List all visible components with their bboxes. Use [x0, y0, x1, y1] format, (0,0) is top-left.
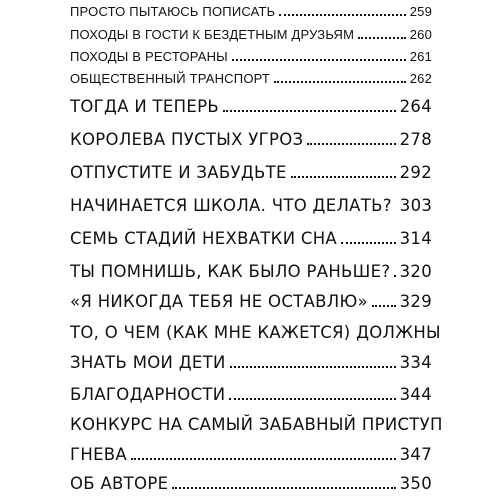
dot-leader: [274, 81, 406, 83]
toc-entry: [70, 27, 432, 42]
toc-chapter-page: 320: [399, 262, 432, 281]
toc-chapter: [70, 262, 432, 281]
toc-entry: [70, 71, 432, 86]
toc-chapter-title: ТЫ ПОМНИШЬ, КАК БЫЛО РАНЬШЕ?: [70, 262, 391, 281]
toc-chapter-page: 264: [399, 97, 432, 116]
dot-leader: [131, 458, 396, 460]
dot-leader: [341, 242, 396, 244]
toc-chapter-title-line-2: ГНЕВА: [70, 445, 128, 464]
dot-leader: [279, 14, 405, 16]
toc-chapter: [70, 229, 432, 248]
toc-chapter: [70, 474, 432, 493]
toc-chapter: [70, 353, 432, 372]
toc-chapter-title-line-1: ТО, О ЧЕМ (КАК МНЕ КАЖЕТСЯ) ДОЛЖНЫ: [70, 323, 441, 342]
toc-entry-page: 262: [409, 71, 432, 86]
toc-chapter-title: НАЧИНАЕТСЯ ШКОЛА. ЧТО ДЕЛАТЬ?: [70, 196, 392, 215]
toc-entry-title: ПРОСТО ПЫТАЮСЬ ПОПИСАТЬ: [70, 4, 276, 19]
dot-leader: [229, 398, 395, 400]
toc-chapter-page: 303: [399, 196, 433, 215]
toc-chapter-page: 278: [399, 130, 432, 149]
dot-leader: [307, 143, 395, 145]
dot-leader: [232, 59, 406, 61]
toc-chapter-page: 334: [399, 353, 432, 372]
toc-entry-page: 259: [409, 4, 432, 19]
toc-chapter: [70, 97, 432, 116]
toc-chapter: [70, 445, 432, 464]
toc-entry: [70, 49, 432, 64]
toc-chapter: [70, 292, 432, 311]
toc-chapter: [70, 130, 432, 149]
toc-chapter-title: ОБ АВТОРЕ: [70, 474, 169, 493]
toc-entry-title: ОБЩЕСТВЕННЫЙ ТРАНСПОРТ: [70, 71, 271, 86]
toc-chapter-title: КОРОЛЕВА ПУСТЫХ УГРОЗ: [70, 130, 304, 149]
toc-chapter: [70, 385, 432, 404]
toc-chapter-title-line-1: КОНКУРС НА САМЫЙ ЗАБАВНЫЙ ПРИСТУП: [70, 415, 443, 434]
toc-entry-title: ПОХОДЫ В ГОСТИ К БЕЗДЕТНЫМ ДРУЗЬЯМ: [70, 27, 355, 42]
dot-leader: [372, 305, 396, 307]
toc-chapter-title: ТОГДА И ТЕПЕРЬ: [70, 97, 219, 116]
toc-entry-title: ПОХОДЫ В РЕСТОРАНЫ: [70, 49, 228, 64]
toc-chapter-page: 344: [399, 385, 432, 404]
dot-leader: [172, 487, 395, 489]
toc-entry-page: 261: [409, 49, 432, 64]
dot-leader: [291, 176, 396, 178]
dot-leader: [230, 366, 396, 368]
toc-chapter-title: «Я НИКОГДА ТЕБЯ НЕ ОСТАВЛЮ»: [70, 292, 368, 311]
toc-chapter-title: ОТПУСТИТЕ И ЗАБУДЬТЕ: [70, 163, 287, 182]
toc-chapter-page: 314: [399, 229, 432, 248]
toc-chapter-page: 350: [399, 474, 432, 493]
toc-entry: [70, 4, 432, 19]
toc-entry-page: 260: [409, 27, 432, 42]
dot-leader: [358, 37, 406, 39]
toc-chapter-title: СЕМЬ СТАДИЙ НЕХВАТКИ СНА: [70, 229, 337, 248]
toc-chapter-page: 329: [399, 292, 432, 311]
dot-leader: [394, 275, 395, 277]
toc-chapter-title-line-2: ЗНАТЬ МОИ ДЕТИ: [70, 353, 226, 372]
table-of-contents: [70, 0, 443, 500]
toc-chapter-page: 292: [399, 163, 432, 182]
toc-chapter-page: 347: [399, 445, 432, 464]
toc-chapter: [70, 163, 432, 182]
dot-leader: [223, 110, 396, 112]
toc-chapter-title: БЛАГОДАРНОСТИ: [70, 385, 226, 404]
toc-chapter: [70, 196, 432, 215]
